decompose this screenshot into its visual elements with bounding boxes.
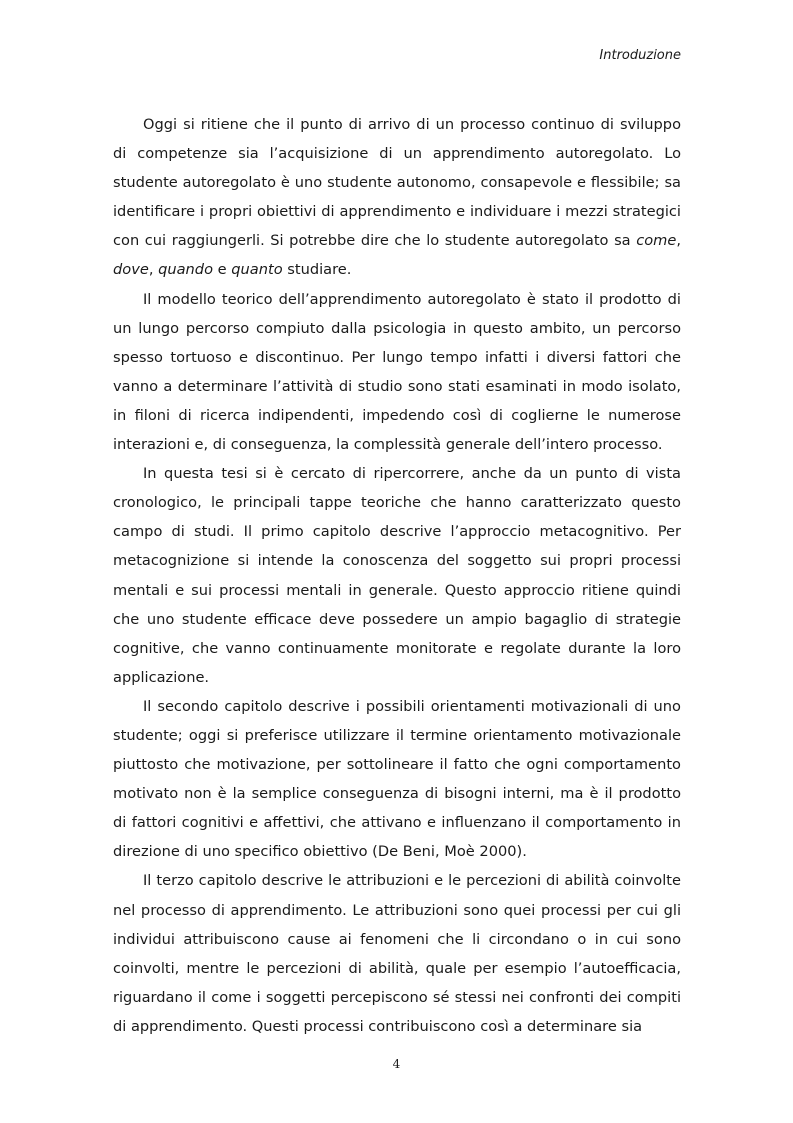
- page-number: 4: [392, 1057, 401, 1071]
- body-text: [113, 110, 681, 1041]
- paragraph-5: Il terzo capitolo descrive le attribuzioni e le percezioni di abilità coinvolte nel processo di apprendimento. Le attribuzioni sono quei processi per cui gli individui attribuiscono cause ai fenomeni che li circondano o in cui sono coinvolti, mentre le percezioni di abilità, quale per esempio l’autoefficacia, riguardano il come i soggetti percepiscono sé stessi nei confronti dei compiti di apprendimento. Questi processi contribuiscono così a determinare sia: [113, 872, 681, 1035]
- emphasis-come: come: [636, 232, 677, 250]
- paragraph-1-ending: studiare.: [282, 261, 352, 279]
- paragraph-3: In questa tesi si è cercato di ripercorrere, anche da un punto di vista cronologico, le principali tappe teoriche che hanno caratterizzato questo campo di studi. Il primo capitolo descrive l’approccio metacognitivo. Per metacognizione si intende la conoscenza del soggetto sui propri processi mentali e sui processi mentali in generale. Questo approccio ritiene quindi che uno studente efficace deve possedere un ampio bagaglio di strategie cognitive, che vanno continuamente monitorate e regolate durante la loro applicazione.: [113, 465, 681, 686]
- paragraph-4: Il secondo capitolo descrive i possibili orientamenti motivazionali di uno studente; oggi si preferisce utilizzare il termine orientamento motivazionale piuttosto che motivazione, per sottolineare il fatto che ogni comportamento motivato non è la semplice conseguenza di bisogni interni, ma è il prodotto di fattori cognitivi e affettivi, che attivano e influenzano il comportamento in direzione di uno specifico obiettivo (De Beni, Moè 2000).: [113, 697, 681, 861]
- paragraph-1-text: Oggi si ritiene che il punto di arrivo di un processo continuo di sviluppo di competenze sia l’acquisizione di un apprendimento autoregolato. Lo studente autoregolato è uno studente autonomo, consapevole e flessibile; sa identificare i propri obiettivi di apprendimento e individuare i mezzi strategici con cui raggiungerli. Si potrebbe dire che lo studente autoregolato sa: [113, 116, 681, 250]
- emphasis-dove: dove: [113, 261, 149, 279]
- punctuation: ,: [676, 232, 681, 250]
- conjunction: e: [213, 261, 232, 279]
- emphasis-quando: quando: [158, 261, 213, 279]
- punctuation: ,: [148, 261, 159, 279]
- paragraph-2: Il modello teorico dell’apprendimento autoregolato è stato il prodotto di un lungo percorso compiuto dalla psicologia in questo ambito, un percorso spesso tortuoso e discontinuo. Per lungo tempo infatti i diversi fattori che vanno a determinare l’attività di studio sono stati esaminati in modo isolato, in filoni di ricerca indipendenti, impedendo così di coglierne le numerose interazioni e, di conseguenza, la complessità generale dell’intero processo.: [113, 290, 681, 454]
- running-header-section-title: Introduzione: [599, 48, 681, 63]
- emphasis-quanto: quanto: [231, 261, 283, 279]
- paragraph-1: [113, 110, 681, 285]
